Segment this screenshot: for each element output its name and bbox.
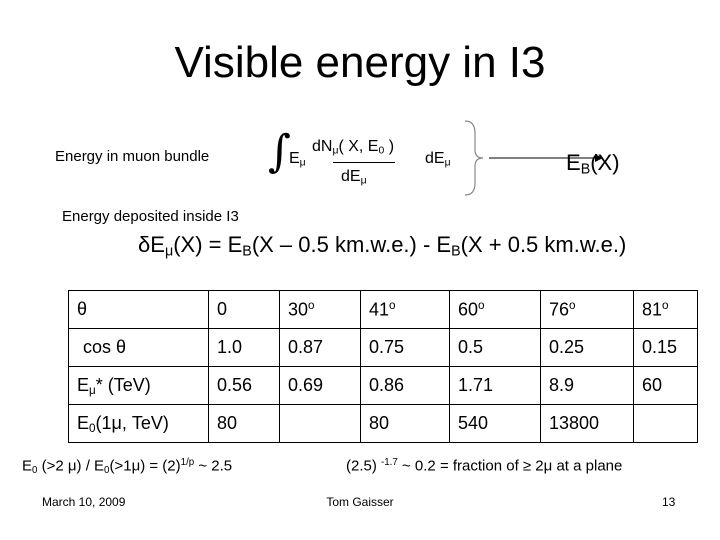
table-cell: 30$^o$	[280, 291, 361, 329]
energy-in-bundle-label: Energy in muon bundle	[55, 148, 210, 165]
table-cell: 0.5	[450, 329, 541, 367]
table-cell: 41$^o$	[361, 291, 450, 329]
slide-title: Visible energy in I3	[174, 38, 546, 87]
delta-e-formula: $\delta E_\mu(X) = E_B(X - 0.5$ $km.w.e.) - E_B(X + 0.5$ km.w.e.)	[138, 232, 627, 260]
row-label-cos-theta: cos θ	[69, 329, 209, 367]
table-cell: 1.0	[209, 329, 280, 367]
table-cell: 0	[209, 291, 280, 329]
integral-numerator: $dN_\mu$( X, $E_0$ )	[312, 138, 395, 157]
table-cell: 8.9	[541, 367, 634, 405]
table-cell	[280, 405, 361, 443]
table-cell: 0.56	[209, 367, 280, 405]
table-cell: 0.75	[361, 329, 450, 367]
table-cell: 0.87	[280, 329, 361, 367]
row-label-theta: θ	[69, 291, 209, 329]
table-row-theta	[69, 291, 698, 329]
angle-energy-table	[68, 290, 698, 443]
table-cell: 0.69	[280, 367, 361, 405]
row-label-emu-tev: $E_\mu*$ (TeV)	[69, 367, 209, 405]
table-cell: 60	[634, 367, 698, 405]
fraction-statement: (2.5) $^{-1.7}$ ~ 0.2 = fraction of ≥ 2μ at a plane	[346, 457, 623, 475]
result-EB-X: $E_B(X)$	[566, 150, 620, 178]
footer-author: Tom Gaisser	[326, 495, 394, 509]
table-cell: 540	[450, 405, 541, 443]
integral-e-mu: $E_\mu$	[289, 150, 306, 169]
table-cell: 80	[361, 405, 450, 443]
integral-sign: ∫	[268, 126, 291, 177]
energy-deposited-label: Energy deposited inside I3	[62, 208, 239, 225]
right-brace	[465, 121, 483, 195]
table-cell: 80	[209, 405, 280, 443]
table-cell: 0.86	[361, 367, 450, 405]
table-cell: 13800	[541, 405, 634, 443]
table-cell: 76$^o$	[541, 291, 634, 329]
table-cell: 0.25	[541, 329, 634, 367]
integral-denominator: $dE_\mu$	[341, 168, 367, 187]
table-row-e0	[69, 405, 698, 443]
row-label-e0: $E_0(1\mu$, TeV)	[69, 405, 209, 443]
fraction-line	[333, 162, 395, 163]
table-row-emu	[69, 367, 698, 405]
table-cell	[634, 405, 698, 443]
footer-page-number: 13	[662, 495, 676, 509]
multiplicity-ratio: $E_0$ (>2 $\mu) / E_0(>1\mu) = (2)^{1/p}$ ~ 2.5	[22, 457, 233, 476]
table-cell: 0.15	[634, 329, 698, 367]
table-cell: 60$^o$	[450, 291, 541, 329]
table-row-cos	[69, 329, 698, 367]
integral-dE-mu: $dE_\mu$	[425, 150, 451, 169]
table-cell: 1.71	[450, 367, 541, 405]
table-cell: 81$^o$	[634, 291, 698, 329]
footer-date: March 10, 2009	[42, 495, 126, 509]
